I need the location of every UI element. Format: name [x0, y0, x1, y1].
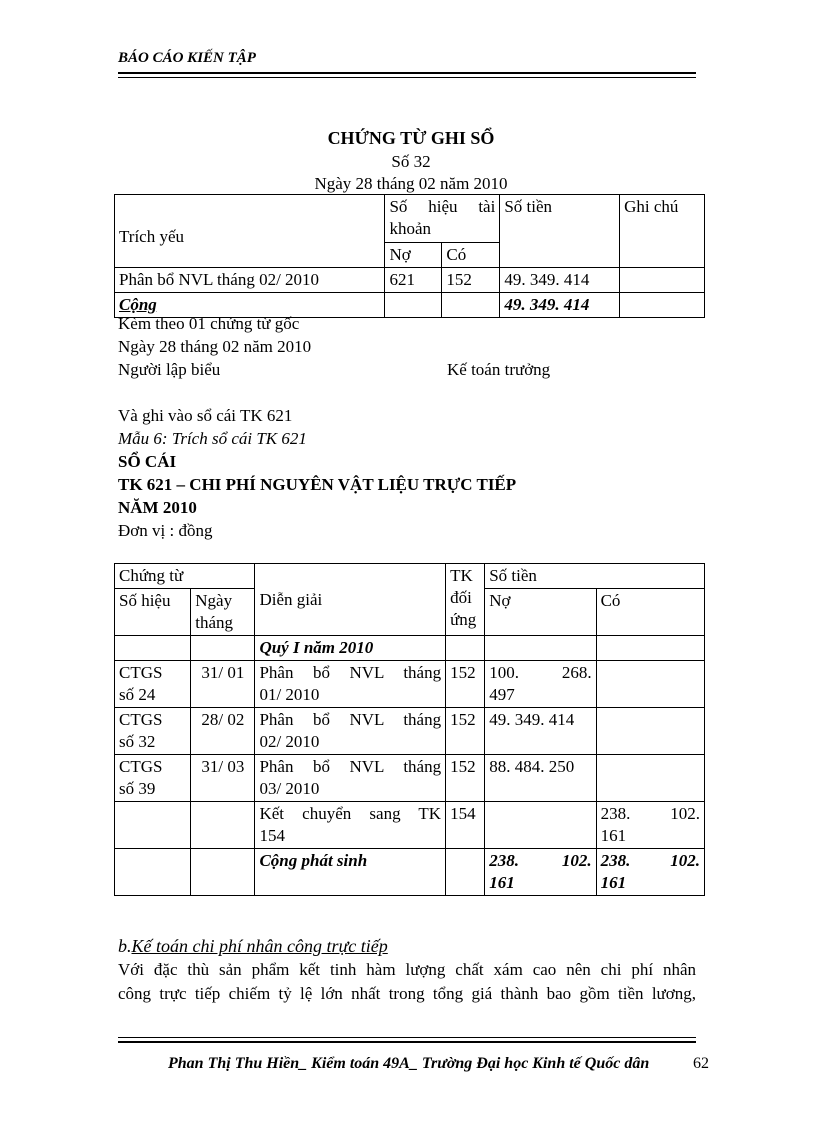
voucher-attached: Kèm theo 01 chứng từ gốc — [118, 314, 300, 333]
ledger-cell — [446, 849, 485, 896]
ledger-col-date-line1: Ngày — [195, 591, 233, 610]
ledger-col-date-line2: tháng — [195, 613, 234, 632]
ledger-row-number-line1: CTGS — [119, 710, 163, 729]
ledger-row-account: 152 — [446, 755, 485, 802]
ledger-row-desc — [255, 708, 446, 755]
ledger-cell — [115, 849, 191, 896]
voucher-row-debit: 621 — [385, 268, 442, 293]
ledger-total-debit-line1: 238. 102. — [489, 851, 592, 870]
voucher-total-amount: 49. 349. 414 — [500, 293, 620, 318]
ledger-total-credit-line1: 238. 102. — [600, 851, 700, 870]
voucher-total-credit — [442, 293, 500, 318]
ledger-total-credit — [596, 849, 704, 896]
ledger-row-debit — [485, 802, 596, 849]
ledger-row-debit-line1: 49. 349. 414 — [489, 710, 575, 729]
header-rule-thin — [118, 77, 696, 78]
ledger-row-number — [115, 802, 191, 849]
ledger-row-debit-line1: 100. 268. — [489, 663, 592, 682]
ledger-quarter: Quý I năm 2010 — [255, 636, 446, 661]
ledger-row-credit-line1: 238. 102. — [600, 804, 700, 823]
ledger-col-account-line3: ứng — [450, 610, 477, 629]
ledger-unit: Đơn vị : đồng — [118, 521, 213, 540]
header-rule-thick — [118, 72, 696, 74]
footer-rule-thin — [118, 1037, 696, 1038]
ledger-row-desc-line2: 01/ 2010 — [259, 685, 320, 704]
voucher-total-note — [620, 293, 705, 318]
ledger-row-desc-line2: 02/ 2010 — [259, 732, 320, 751]
ledger-total-credit-line2: 161 — [600, 873, 627, 892]
ledger-row-credit — [596, 802, 704, 849]
ledger-col-amount: Số tiền — [485, 564, 705, 589]
ledger-row-date: 31/ 01 — [191, 661, 255, 708]
ledger-col-voucher: Chứng từ — [115, 564, 255, 589]
voucher-date: Ngày 28 tháng 02 năm 2010 — [314, 174, 508, 193]
table-row — [115, 755, 705, 802]
voucher-col-credit: Có — [442, 243, 500, 268]
ledger-row-number-line2: số 32 — [119, 732, 156, 751]
ledger-col-number: Số hiệu — [115, 589, 191, 636]
ledger-col-account — [446, 564, 485, 636]
ledger-row-desc-line1: Phân bổ NVL tháng — [259, 757, 442, 776]
ledger-row-account: 154 — [446, 802, 485, 849]
footer-author: Phan Thị Thu Hiền_ Kiểm toán 49A_ Trường Đại học Kinh tế Quốc dân — [168, 1055, 650, 1072]
ledger-row-number-line1: CTGS — [119, 663, 163, 682]
ledger-row-account: 152 — [446, 661, 485, 708]
table-row — [115, 636, 705, 661]
ledger-table — [114, 563, 705, 896]
ledger-row-credit-line2: 161 — [600, 826, 627, 845]
voucher-col-account — [385, 195, 500, 243]
ledger-row-credit — [596, 708, 704, 755]
voucher-row-amount: 49. 349. 414 — [500, 268, 620, 293]
voucher-col-account-line2: khoản — [389, 219, 431, 238]
table-row — [115, 708, 705, 755]
ledger-row-debit — [485, 661, 596, 708]
table-row — [115, 802, 705, 849]
footer-page-number: 62 — [693, 1055, 709, 1072]
ledger-row-date — [191, 802, 255, 849]
ledger-row-date: 28/ 02 — [191, 708, 255, 755]
ledger-row-number — [115, 708, 191, 755]
ledger-account: TK 621 – CHI PHÍ NGUYÊN VẬT LIỆU TRỰC TIẾP — [118, 475, 517, 494]
footer-rule-thick — [118, 1041, 696, 1043]
voucher-col-debit: Nợ — [385, 243, 442, 268]
ledger-total-debit — [485, 849, 596, 896]
voucher-col-amount: Số tiền — [500, 195, 620, 268]
ledger-row-desc — [255, 755, 446, 802]
section-heading-text: Kế toán chi phí nhân công trực tiếp — [131, 936, 388, 956]
section-heading — [118, 935, 388, 957]
voucher-total-label: Cộng — [115, 293, 385, 318]
ledger-row-desc-line2: 03/ 2010 — [259, 779, 320, 798]
ledger-cell — [191, 849, 255, 896]
voucher-total-debit — [385, 293, 442, 318]
ledger-row-debit — [485, 708, 596, 755]
ledger-cell — [446, 636, 485, 661]
ledger-row-desc — [255, 661, 446, 708]
ledger-cell — [191, 636, 255, 661]
table-row — [115, 268, 705, 293]
voucher-row-note — [620, 268, 705, 293]
ledger-col-description: Diễn giải — [255, 564, 446, 636]
ledger-total-debit-line2: 161 — [489, 873, 515, 892]
ledger-row-credit — [596, 755, 704, 802]
ledger-cell — [115, 636, 191, 661]
ledger-row-desc-line1: Phân bổ NVL tháng — [259, 710, 442, 729]
ledger-title: SỔ CÁI — [118, 452, 177, 471]
voucher-preparer: Người lập biểu — [118, 360, 221, 379]
ledger-col-account-line2: đối — [450, 588, 472, 607]
voucher-col-summary: Trích yếu — [115, 195, 385, 268]
form-label: Mẫu 6: Trích sổ cái TK 621 — [118, 429, 307, 448]
voucher-chief-accountant: Kế toán trưởng — [447, 360, 551, 379]
ledger-row-number — [115, 755, 191, 802]
ledger-row-number-line1: CTGS — [119, 757, 163, 776]
report-header-title: BÁO CÁO KIẾN TẬP — [118, 50, 256, 66]
voucher-col-account-line1: Số hiệu tài — [389, 197, 496, 216]
table-row — [115, 849, 705, 896]
ledger-row-number-line2: số 39 — [119, 779, 156, 798]
ledger-year: NĂM 2010 — [118, 498, 197, 517]
ledger-row-desc-line1: Kết chuyển sang TK — [259, 804, 442, 823]
section-paragraph-line1: Với đặc thù sản phẩm kết tinh hàm lượng chất xám cao nên chi phí nhân — [118, 960, 696, 979]
ledger-row-number-line2: số 24 — [119, 685, 156, 704]
table-row — [115, 661, 705, 708]
ledger-row-debit-line1: 88. 484. 250 — [489, 757, 575, 776]
voucher-sign-date: Ngày 28 tháng 02 năm 2010 — [118, 337, 312, 356]
ledger-col-debit: Nợ — [485, 589, 596, 636]
ledger-row-number — [115, 661, 191, 708]
ledger-row-desc — [255, 802, 446, 849]
ledger-cell — [596, 636, 704, 661]
section-paragraph-line2: công trực tiếp chiếm tỷ lệ lớn nhất trong tổng giá thành bao gồm tiền lương, — [118, 984, 696, 1003]
ledger-total-label: Cộng phát sinh — [255, 849, 446, 896]
voucher-col-note: Ghi chú — [620, 195, 705, 268]
voucher-row-credit: 152 — [442, 268, 500, 293]
ledger-row-desc-line2: 154 — [259, 826, 285, 845]
ledger-row-date: 31/ 03 — [191, 755, 255, 802]
ledger-row-desc-line1: Phân bổ NVL tháng — [259, 663, 442, 682]
section-heading-prefix: b. — [118, 936, 132, 956]
ledger-row-debit-line2: 497 — [489, 685, 515, 704]
ledger-row-debit — [485, 755, 596, 802]
ledger-col-credit: Có — [596, 589, 704, 636]
ledger-row-account: 152 — [446, 708, 485, 755]
ledger-col-account-line1: TK — [450, 566, 473, 585]
voucher-row-desc: Phân bổ NVL tháng 02/ 2010 — [115, 268, 385, 293]
voucher-table — [114, 194, 705, 318]
ledger-col-date — [191, 589, 255, 636]
ledger-intro: Và ghi vào sổ cái TK 621 — [118, 406, 293, 425]
voucher-number: Số 32 — [391, 152, 431, 171]
ledger-row-credit — [596, 661, 704, 708]
voucher-title: CHỨNG TỪ GHI SỔ — [327, 128, 495, 148]
ledger-cell — [485, 636, 596, 661]
